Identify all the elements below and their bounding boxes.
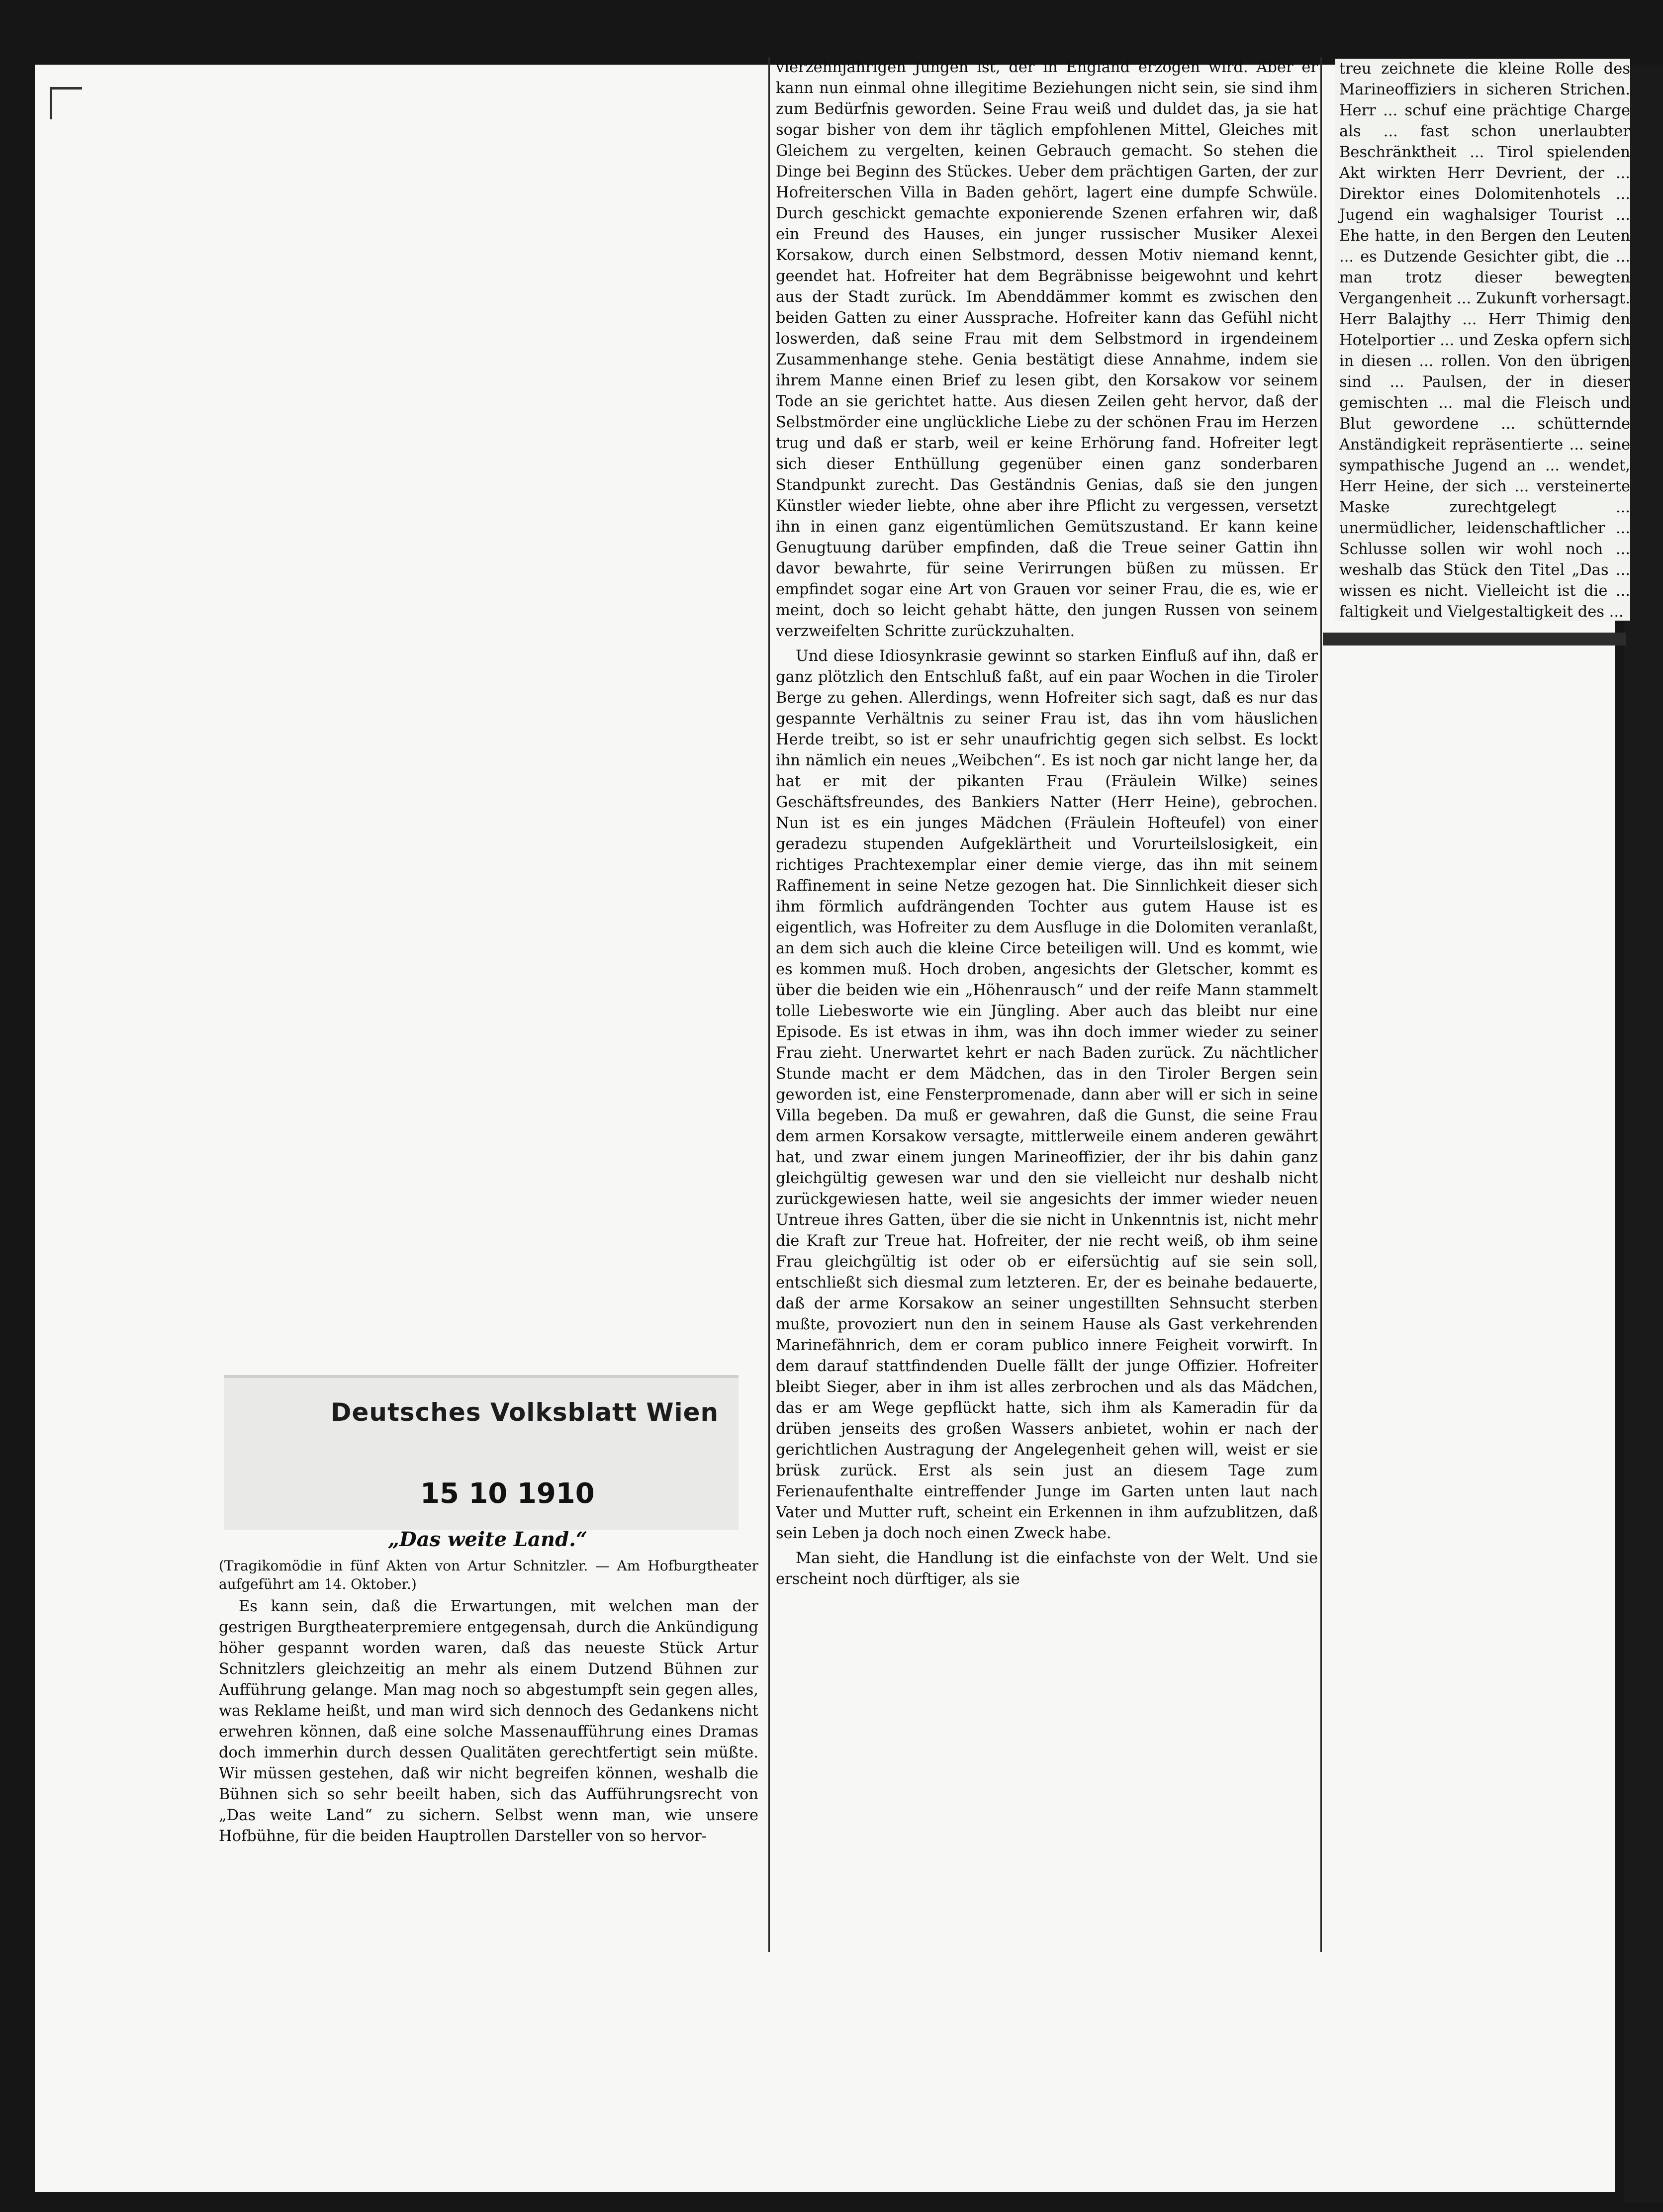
column-end-rule <box>1323 633 1626 645</box>
column-paragraph: Und diese Idiosynkrasie gewinnt so starken Einfluß auf ihn, daß er ganz plötzlich den Entschluß faßt, auf ein paar Wochen in die Tiroler Berge zu gehen. Allerdings, wenn Hofreiter sich sagt, daß es nur das gespannte Verhältnis zu seiner Frau ist, das ihn vom häuslichen Herde treibt, so ist er sehr unaufrichtig gegen sich selbst. Es lockt ihn nämlich ein neues „Weibchen“. Es ist noch gar nicht lange her, da hat er mit der pikanten Frau (Fräulein Wilke) seines Geschäftsfreundes, des Bankiers Natter (Herr Heine), gebrochen. Nun ist es ein junges Mädchen (Fräulein Hofteufel) von einer geradezu stupenden Aufgeklärtheit und Vorurteilslosigkeit, ein richtiges Prachtexemplar einer demie vierge, das ihn mit seinem Raffinement in seine Netze gezogen hat. Die Sinnlichkeit dieser sich ihm förmlich aufdrängenden Tochter aus gutem Hause ist es eigentlich, was Hofreiter zu dem Ausfluge in die Dolomiten veranlaßt, an dem sich auch die kleine Circe beteiligen will. Und es kommt, wie es kommen muß. Hoch droben, angesichts der Gletscher, kommt es über die beiden wie ein „Höhenrausch“ und der reife Mann stammelt tolle Liebesworte wie ein Jüngling. Aber auch das bleibt nur eine Episode. Es ist etwas in ihm, was ihn doch immer wieder zu seiner Frau zieht. Unerwartet kehrt er nach Baden zurück. Zu nächtlicher Stunde macht er dem Mädchen, das in den Tiroler Bergen sein geworden ist, eine Fensterpromenade, dann aber will er sich in seine Villa begeben. Da muß er gewahren, daß die Gunst, die seine Frau dem armen Korsakow versagte, mittlerweile einem anderen gewährt hat, und zwar einem jungen Marineoffizier, der ihr bis dahin ganz gleichgültig gewesen war und den sie vielleicht nur deshalb nicht zurückgewiesen hatte, weil sie angesichts der immer wieder neuen Untreue ihres Gatten, über die sie nicht in Unkenntnis ist, nicht mehr die Kraft zur Treue hat. Hofreiter, der nie recht weiß, ob ihm seine Frau gleichgültig ist oder ob er eifersüchtig auf sie sein soll, entschließt sich diesmal zum letzteren. Er, der es beinahe bedauerte, daß der arme Korsakow an seiner ungestillten Sehnsucht sterben mußte, provoziert nun den in seinem Hause als Gast verkehrenden Marinefähnrich, dem er coram publico innere Feigheit vorwirft. In dem darauf stattfindenden Duelle fällt der junge Offizier. Hofreiter bleibt Sieger, aber in ihm ist alles zerbrochen und als das Mädchen, das er am Wege gepflückt hatte, sich ihm als Kameradin für da drüben jenseits des großen Wassers anbietet, wohin er nach der gerichtlichen Austragung der Angelegenheit gehen will, weist er sie brüsk zurück. Erst als sein just an diesem Tage zum Ferienaufenthalte eintreffender Junge im Garten unten laut nach Vater und Mutter ruft, scheint ein Erkennen in ihm aufzublitzen, daß sein Leben ja doch noch einen Zweck habe. <box>776 647 1318 1542</box>
newspaper-stamp <box>224 1375 739 1530</box>
column-paragraph: Man sieht, die Handlung ist die einfachste von der Welt. Und sie erscheint noch dürftiger, als sie <box>776 1550 1318 1588</box>
article-title: „Das weite Land.“ <box>388 1528 588 1551</box>
column-rule <box>768 57 770 1952</box>
column-paragraph: vierzehnjährigen Jungen ist, der in England erzogen wird. Aber er kann nun einmal ohne illegitime Beziehungen nicht sein, sie sind ihm zum Bedürfnis geworden. Seine Frau weiß und duldet das, ja sie hat sogar bisher von dem ihr täglich empfohlenen Mittel, Gleiches mit Gleichem zu vergelten, keinen Gebrauch gemacht. So stehen die Dinge bei Beginn des Stückes. Ueber dem prächtigen Garten, der zur Hofreiterschen Villa in Baden gehört, lagert eine dumpfe Schwüle. Durch geschickt gemachte exponierende Szenen erfahren wir, daß ein Freund des Hauses, ein junger russischer Musiker Alexei Korsakow, durch einen Selbstmord, dessen Motiv niemand kennt, geendet hat. Hofreiter hat dem Begräbnisse beigewohnt und kehrt aus der Stadt zurück. Im Abenddämmer kommt es zwischen den beiden Gatten zu einer Aussprache. Hofreiter kann das Gefühl nicht loswerden, daß seine Frau mit dem Selbstmord in irgendeinem Zusammenhange stehe. Genia bestätigt diese Annahme, indem sie ihrem Manne einen Brief zu lesen gibt, den Korsakow vor seinem Tode an sie gerichtet hatte. Aus diesen Zeilen geht hervor, daß der Selbstmörder eine unglückliche Liebe zu der schönen Frau im Herzen trug und daß er starb, weil er keine Erhörung fand. Hofreiter legt sich dieser Enthüllung gegenüber einen ganz sonderbaren Standpunkt zurecht. Das Geständnis Genias, daß sie den jungen Künstler wieder liebte, ohne aber ihre Pflicht zu vergessen, versetzt ihn in einen ganz eigentümlichen Gemütszustand. Er kann keine Genugtuung darüber empfinden, daß die Treue seiner Gattin ihn davor bewahrte, für seine Verirrungen büßen zu müssen. Er empfindet sogar eine Art von Grauen vor seiner Frau, die es, wie er meint, doch so leicht gehabt hätte, den jungen Russen von seinem verzweifelten Schritte zurückzuhalten. <box>776 59 1318 640</box>
column-rule <box>1320 57 1322 1952</box>
article-column-left <box>219 1557 758 1954</box>
article-column-middle <box>776 57 1318 1952</box>
stamp-date: 15 10 1910 <box>420 1477 595 1510</box>
article-subtitle: (Tragikomödie in fünf Akten von Artur Schnitzler. — Am Hofburgtheater aufgeführt am 14. Oktober.) <box>219 1558 758 1592</box>
article-column-right <box>1335 59 1630 621</box>
column-paragraph: Es kann sein, daß die Erwartungen, mit welchen man der gestrigen Burgtheaterpremiere entgegensah, durch die Ankündigung höher gespannt worden waren, daß das neueste Stück Artur Schnitzlers gleichzeitig an mehr als einem Dutzend Bühnen zur Aufführung gelange. Man mag noch so abgestumpft sein gegen alles, was Reklame heißt, und man wird sich dennoch des Gedankens nicht erwehren können, daß eine solche Massenaufführung eines Dramas doch immerhin durch dessen Qualitäten gerechtfertigt sein müßte. Wir müssen gestehen, daß wir nicht begreifen können, weshalb die Bühnen sich so sehr beeilt haben, sich das Aufführungsrecht von „Das weite Land“ zu sichern. Selbst wenn man, wie unsere Hofbühne, für die beiden Hauptrollen Darsteller von so hervor- <box>219 1598 758 1845</box>
stamp-newspaper-name: Deutsches Volksblatt Wien <box>331 1398 719 1427</box>
column-paragraph: treu zeichnete die kleine Rolle des Marineoffiziers in sicheren Strichen. Herr ... schuf eine prächtige Charge als ... fast schon unerlaubter Beschränktheit ... Tirol spielenden Akt wirkten Herr Devrient, der ... Direktor eines Dolomitenhotels ... Jugend ein waghalsiger Tourist ... Ehe hatte, in den Bergen den Leuten ... es Dutzende Gesichter gibt, die ... man trotz dieser bewegten Vergangenheit ... Zukunft vorhersagt. Herr Balajthy ... Herr Thimig den Hotelportier ... und Zeska opfern sich in diesen ... rollen. Von den übrigen sind ... Paulsen, der in dieser gemischten ... mal die Fleisch und Blut gewordene ... schütternde Anständigkeit repräsentierte ... seine sympathische Jugend an ... wendet, Herr Heine, der sich ... versteinerte Maske zurechtgelegt ... unermüdlicher, leidenschaftlicher ... Schlusse sollen wir wohl noch ... weshalb das Stück den Titel „Das ... wissen es nicht. Vielleicht ist die ... faltigkeit und Vielgestaltigkeit des ... <box>1339 60 1630 621</box>
corner-crop-mark <box>50 87 82 119</box>
